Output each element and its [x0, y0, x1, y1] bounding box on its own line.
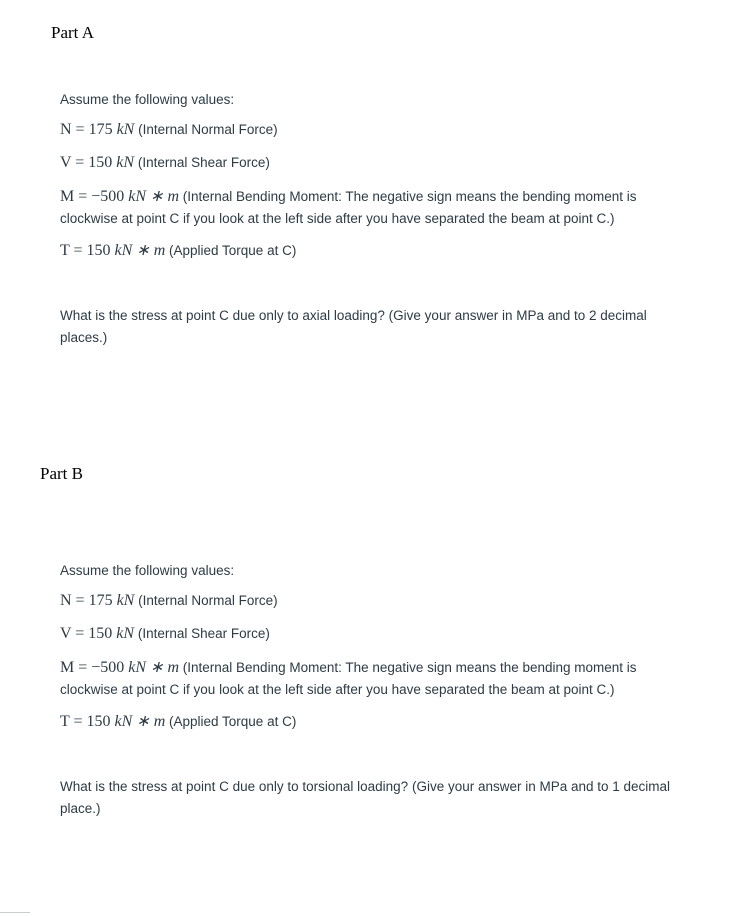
part-b-question: What is the stress at point C due only to torsional loading? (Give your answer in MPa and to 1 decimal place.) — [60, 779, 671, 816]
part-a-shear-force: V = 150 kN (Internal Shear Force) — [60, 154, 270, 171]
part-b-shear-force: V = 150 kN (Internal Shear Force) — [60, 625, 270, 642]
part-a-question: What is the stress at point C due only to axial loading? (Give your answer in MPa and to 2 decimal places.) — [60, 308, 647, 345]
normal-force-math: N = 175 kN — [60, 121, 135, 138]
part-b-intro: Assume the following values: — [60, 563, 235, 578]
part-a-title: Part A — [51, 23, 94, 42]
bottom-divider — [0, 912, 30, 913]
part-a-normal-force: N = 175 kN (Internal Normal Force) — [60, 121, 278, 138]
torque-math: T = 150 kN ∗ m — [60, 713, 166, 730]
normal-force-math: N = 175 kN — [60, 592, 135, 609]
torque-math: T = 150 kN ∗ m — [60, 242, 166, 259]
part-b-normal-force: N = 175 kN (Internal Normal Force) — [60, 592, 278, 609]
shear-force-math: V = 150 kN — [60, 154, 135, 171]
shear-force-math: V = 150 kN — [60, 625, 135, 642]
part-b-torque: T = 150 kN ∗ m (Applied Torque at C) — [60, 713, 297, 730]
part-a-bending-moment: M = −500 kN ∗ m (Internal Bending Moment: The negative sign means the bending moment is clockwise at point C if you look at the left side after you have separated the beam at point C.) — [60, 188, 637, 226]
part-a-torque: T = 150 kN ∗ m (Applied Torque at C) — [60, 242, 297, 259]
part-b-title: Part B — [40, 464, 83, 483]
bending-moment-math: M = −500 kN ∗ m — [60, 659, 180, 676]
part-a-intro: Assume the following values: — [60, 92, 235, 107]
bending-moment-math: M = −500 kN ∗ m — [60, 188, 180, 205]
part-b-bending-moment: M = −500 kN ∗ m (Internal Bending Moment: The negative sign means the bending moment is clockwise at point C if you look at the left side after you have separated the beam at point C.) — [60, 659, 637, 697]
